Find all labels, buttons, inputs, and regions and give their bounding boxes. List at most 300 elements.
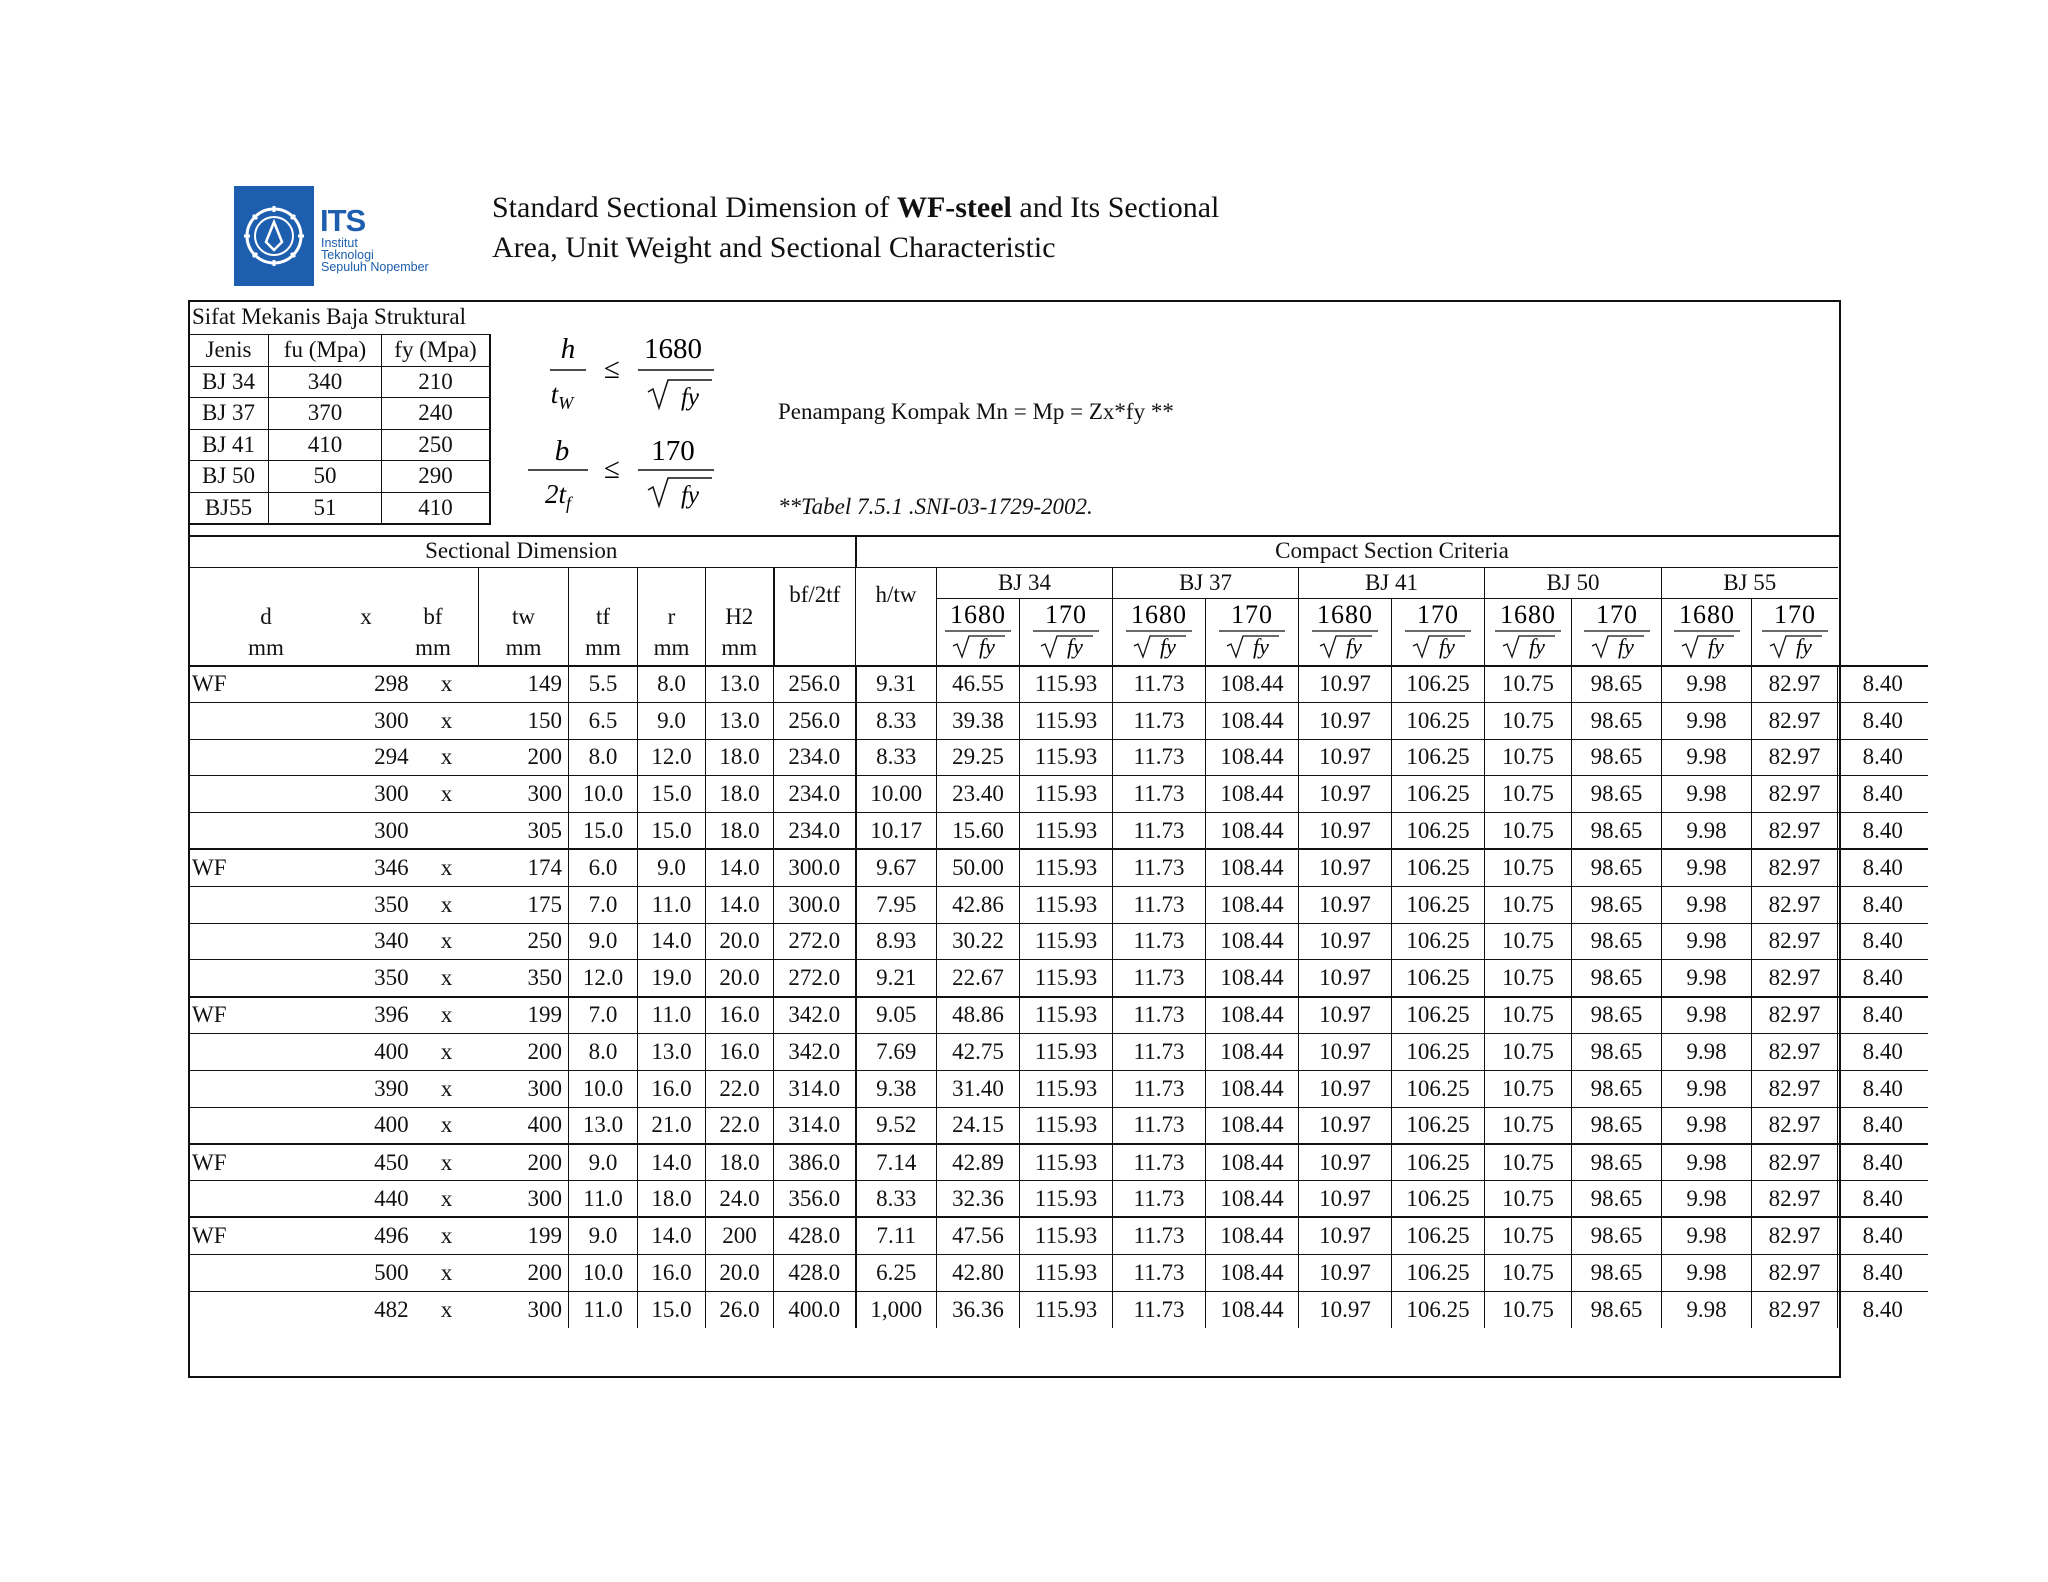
table-row [188, 1070, 1928, 1107]
r-value: 22.0 [706, 1107, 774, 1144]
h2-value: 272.0 [774, 960, 856, 997]
criteria-value: 115.93 [1020, 702, 1113, 739]
bf-value: 199 [479, 997, 569, 1034]
material-row [189, 461, 490, 493]
criteria-value: 9.98 [1662, 1107, 1752, 1144]
dim-header-block [188, 567, 479, 666]
col-htw: h/tw [856, 567, 937, 666]
h2-value: 234.0 [774, 813, 856, 850]
r-value: 18.0 [706, 1144, 774, 1181]
criteria-value: 108.44 [1206, 1291, 1299, 1328]
h2-value: 428.0 [774, 1254, 856, 1291]
material-cell: BJ 41 [189, 429, 269, 461]
criteria-value: 9.98 [1662, 997, 1752, 1034]
criteria-value: 115.93 [1020, 739, 1113, 776]
criteria-value: 98.65 [1572, 997, 1662, 1034]
criteria-value: 106.25 [1392, 1070, 1485, 1107]
criteria-value: 82.97 [1752, 960, 1838, 997]
bf2tf-value: 9.38 [856, 1070, 937, 1107]
htw-value: 42.86 [937, 886, 1020, 923]
grade-header: BJ 55 [1662, 567, 1838, 598]
criteria-170-header [1206, 598, 1299, 666]
tf-value: 14.0 [638, 1217, 706, 1254]
tw-value: 12.0 [569, 960, 638, 997]
bf-value: 300 [479, 1181, 569, 1218]
bf2tf-value: 8.93 [856, 923, 937, 960]
material-row [189, 398, 490, 430]
criteria-value: 106.25 [1392, 666, 1485, 703]
criteria-value: 10.97 [1299, 666, 1392, 703]
table-row [188, 1033, 1928, 1070]
htw-value: 30.22 [937, 923, 1020, 960]
tw-value: 9.0 [569, 1144, 638, 1181]
criteria-value: 108.44 [1206, 1254, 1299, 1291]
document-title [492, 188, 1219, 268]
col-d: d [260, 603, 272, 629]
r-value: 18.0 [706, 739, 774, 776]
x-mark: x [415, 849, 479, 886]
criteria-value: 115.93 [1020, 1181, 1113, 1218]
criteria-value: 115.93 [1020, 1254, 1113, 1291]
svg-text:1680: 1680 [1131, 599, 1187, 629]
svg-text:170: 170 [1417, 599, 1459, 629]
criteria-value: 11.73 [1113, 997, 1206, 1034]
section-type [188, 1181, 325, 1218]
d-value: 340 [325, 923, 415, 960]
criteria-value: 82.97 [1752, 1254, 1838, 1291]
section-type [188, 813, 325, 850]
reference-note: **Tabel 7.5.1 .SNI-03-1729-2002. [778, 494, 1093, 519]
h2-value: 256.0 [774, 666, 856, 703]
d-value: 400 [325, 1107, 415, 1144]
svg-text:fy: fy [1439, 633, 1455, 659]
criteria-value: 8.40 [1838, 849, 1928, 886]
section-type: WF [188, 849, 325, 886]
table-row [188, 1254, 1928, 1291]
svg-text:fy: fy [1253, 633, 1269, 659]
criteria-value: 115.93 [1020, 1217, 1113, 1254]
criteria-value: 10.75 [1485, 1033, 1572, 1070]
criteria-value: 82.97 [1752, 776, 1838, 813]
h2-value: 428.0 [774, 1217, 856, 1254]
svg-text:fy: fy [1617, 633, 1634, 659]
criteria-value: 9.98 [1662, 1144, 1752, 1181]
bf2tf-value: 7.14 [856, 1144, 937, 1181]
table-row [188, 1107, 1928, 1144]
tw-value: 10.0 [569, 1070, 638, 1107]
tw-value: 9.0 [569, 923, 638, 960]
x-mark: x [415, 666, 479, 703]
x-mark: x [415, 1070, 479, 1107]
criteria-value: 108.44 [1206, 739, 1299, 776]
tf-value: 16.0 [638, 1254, 706, 1291]
material-cell: Jenis [189, 335, 269, 367]
table-row [188, 666, 1928, 703]
criteria-value: 108.44 [1206, 997, 1299, 1034]
criteria-value: 82.97 [1752, 1033, 1838, 1070]
material-cell: BJ 34 [189, 366, 269, 398]
criteria-value: 10.75 [1485, 702, 1572, 739]
material-cell: BJ 37 [189, 398, 269, 430]
compact-note: Penampang Kompak Mn = Mp = Zx*fy ** [778, 399, 1174, 424]
section-type [188, 923, 325, 960]
unit-mm: mm [248, 634, 284, 660]
criteria-value: 115.93 [1020, 849, 1113, 886]
criteria-value: 106.25 [1392, 886, 1485, 923]
criteria-170-header [1020, 598, 1113, 666]
material-cell: 50 [269, 461, 382, 493]
x-mark: x [415, 776, 479, 813]
d-value: 300 [325, 702, 415, 739]
material-row [189, 492, 490, 524]
d-value: 500 [325, 1254, 415, 1291]
bf2tf-value: 8.33 [856, 1181, 937, 1218]
criteria-value: 9.98 [1662, 1291, 1752, 1328]
x-mark: x [415, 1291, 479, 1328]
criteria-value: 10.75 [1485, 1217, 1572, 1254]
criteria-value: 98.65 [1572, 739, 1662, 776]
col-r: r mm [638, 567, 706, 666]
criteria-value: 10.75 [1485, 813, 1572, 850]
criteria-value: 10.97 [1299, 1254, 1392, 1291]
tf-value: 8.0 [638, 666, 706, 703]
criteria-value: 11.73 [1113, 1181, 1206, 1218]
criteria-value: 82.97 [1752, 886, 1838, 923]
its-emblem-icon [234, 186, 314, 286]
criteria-value: 11.73 [1113, 776, 1206, 813]
svg-text:fy: fy [1795, 633, 1812, 659]
material-cell: 210 [382, 366, 491, 398]
criteria-value: 108.44 [1206, 813, 1299, 850]
h2-value: 400.0 [774, 1291, 856, 1328]
criteria-value: 108.44 [1206, 1070, 1299, 1107]
tf-value: 14.0 [638, 923, 706, 960]
bf-value: 200 [479, 1033, 569, 1070]
bf-value: 400 [479, 1107, 569, 1144]
criteria-value: 10.97 [1299, 1217, 1392, 1254]
tw-value: 8.0 [569, 1033, 638, 1070]
htw-value: 29.25 [937, 739, 1020, 776]
criteria-value: 10.97 [1299, 923, 1392, 960]
svg-text:170: 170 [1045, 599, 1087, 629]
criteria-value: 10.75 [1485, 1144, 1572, 1181]
criteria-value: 108.44 [1206, 776, 1299, 813]
d-value: 294 [325, 739, 415, 776]
criteria-value: 115.93 [1020, 1070, 1113, 1107]
tw-value: 6.5 [569, 702, 638, 739]
svg-text:170: 170 [1773, 599, 1816, 629]
header-row-1 [188, 536, 1928, 567]
bf-value: 150 [479, 702, 569, 739]
criteria-value: 11.73 [1113, 813, 1206, 850]
x-mark: x [415, 739, 479, 776]
criteria-value: 98.65 [1572, 1181, 1662, 1218]
bf-value: 200 [479, 1254, 569, 1291]
table-row [188, 813, 1928, 850]
section-type [188, 739, 325, 776]
d-value: 346 [325, 849, 415, 886]
criteria-value: 10.97 [1299, 776, 1392, 813]
criteria-value: 9.98 [1662, 1254, 1752, 1291]
criteria-value: 106.25 [1392, 960, 1485, 997]
criteria-value: 10.75 [1485, 923, 1572, 960]
criteria-value: 98.65 [1572, 776, 1662, 813]
bf-value: 305 [479, 813, 569, 850]
criteria-value: 9.98 [1662, 849, 1752, 886]
section-type [188, 886, 325, 923]
material-cell: BJ55 [189, 492, 269, 524]
criteria-value: 8.40 [1838, 1070, 1928, 1107]
criteria-value: 98.65 [1572, 1254, 1662, 1291]
criteria-value: 8.40 [1838, 886, 1928, 923]
criteria-value: 10.75 [1485, 960, 1572, 997]
title-prefix: Standard Sectional Dimension of [492, 191, 897, 224]
criteria-value: 108.44 [1206, 666, 1299, 703]
col-h2: H2 mm [706, 567, 774, 666]
criteria-value: 106.25 [1392, 1254, 1485, 1291]
tf-value: 15.0 [638, 813, 706, 850]
tw-value: 10.0 [569, 1254, 638, 1291]
criteria-value: 10.75 [1485, 776, 1572, 813]
criteria-value: 98.65 [1572, 849, 1662, 886]
bf-value: 175 [479, 886, 569, 923]
criteria-value: 82.97 [1752, 739, 1838, 776]
section-type: WF [188, 1144, 325, 1181]
criteria-value: 8.40 [1838, 1254, 1928, 1291]
htw-value: 31.40 [937, 1070, 1020, 1107]
bf-value: 350 [479, 960, 569, 997]
criteria-value: 106.25 [1392, 1107, 1485, 1144]
criteria-value: 82.97 [1752, 1181, 1838, 1218]
tf-value: 19.0 [638, 960, 706, 997]
criteria-value: 8.40 [1838, 739, 1928, 776]
htw-value: 39.38 [937, 702, 1020, 739]
section-type [188, 702, 325, 739]
criteria-value: 9.98 [1662, 1181, 1752, 1218]
criteria-value: 115.93 [1020, 776, 1113, 813]
htw-value: 50.00 [937, 849, 1020, 886]
criteria-value: 106.25 [1392, 849, 1485, 886]
criteria-value: 10.75 [1485, 1291, 1572, 1328]
criteria-value: 9.98 [1662, 776, 1752, 813]
criteria-value: 10.75 [1485, 886, 1572, 923]
grade-header: BJ 34 [937, 567, 1113, 598]
leq-symbol: ≤ [604, 453, 620, 485]
material-row [189, 429, 490, 461]
criteria-value: 108.44 [1206, 886, 1299, 923]
formula2-numerator: b [554, 435, 570, 467]
criteria-value: 106.25 [1392, 1291, 1485, 1328]
r-value: 13.0 [706, 702, 774, 739]
htw-value: 48.86 [937, 997, 1020, 1034]
bf2tf-value: 7.95 [856, 886, 937, 923]
svg-text:fy: fy [1067, 633, 1083, 659]
criteria-value: 9.98 [1662, 1217, 1752, 1254]
d-value: 390 [325, 1070, 415, 1107]
section-type: WF [188, 666, 325, 703]
table-row [188, 702, 1928, 739]
sqrt-fy: fy [680, 482, 700, 509]
h2-value: 300.0 [774, 886, 856, 923]
table-row [188, 739, 1928, 776]
criteria-value: 11.73 [1113, 1070, 1206, 1107]
criteria-value: 82.97 [1752, 997, 1838, 1034]
svg-text:170: 170 [1595, 599, 1638, 629]
d-value: 300 [325, 813, 415, 850]
section-type [188, 776, 325, 813]
tw-value: 6.0 [569, 849, 638, 886]
r-value: 14.0 [706, 849, 774, 886]
header-row-2 [188, 567, 1928, 598]
criteria-value: 8.40 [1838, 1217, 1928, 1254]
compact-criteria-header: Compact Section Criteria [856, 536, 1928, 567]
criteria-value: 82.97 [1752, 1217, 1838, 1254]
d-value: 400 [325, 1033, 415, 1070]
table-row [188, 1291, 1928, 1328]
r-value: 16.0 [706, 997, 774, 1034]
criteria-value: 108.44 [1206, 1217, 1299, 1254]
htw-value: 47.56 [937, 1217, 1020, 1254]
criteria-value: 115.93 [1020, 813, 1113, 850]
htw-value: 15.60 [937, 813, 1020, 850]
criteria-value: 108.44 [1206, 923, 1299, 960]
r-value: 24.0 [706, 1181, 774, 1218]
h2-value: 256.0 [774, 702, 856, 739]
bf2tf-value: 9.52 [856, 1107, 937, 1144]
tf-value: 9.0 [638, 702, 706, 739]
tw-value: 15.0 [569, 813, 638, 850]
bf-value: 149 [479, 666, 569, 703]
material-header-row [189, 335, 490, 367]
criteria-170-header [1572, 598, 1662, 666]
criteria-value: 10.97 [1299, 739, 1392, 776]
title-suffix: and Its Sectional [1011, 191, 1220, 224]
criteria-value: 10.97 [1299, 997, 1392, 1034]
criteria-value: 98.65 [1572, 1144, 1662, 1181]
criteria-value: 11.73 [1113, 1217, 1206, 1254]
criteria-value: 10.75 [1485, 1254, 1572, 1291]
criteria-value: 10.97 [1299, 1181, 1392, 1218]
criteria-value: 8.40 [1838, 923, 1928, 960]
criteria-1680-header [1113, 598, 1206, 666]
table-row [188, 1144, 1928, 1181]
x-mark: x [415, 1217, 479, 1254]
table-row [188, 776, 1928, 813]
criteria-value: 9.98 [1662, 923, 1752, 960]
r-value: 26.0 [706, 1291, 774, 1328]
tw-value: 7.0 [569, 997, 638, 1034]
criteria-value: 8.40 [1838, 1181, 1928, 1218]
criteria-value: 106.25 [1392, 739, 1485, 776]
col-tw: tw mm [479, 567, 569, 666]
bf2tf-value: 1,000 [856, 1291, 937, 1328]
criteria-value: 10.75 [1485, 666, 1572, 703]
criteria-value: 11.73 [1113, 886, 1206, 923]
col-bf: bf [423, 603, 443, 629]
grade-header: BJ 41 [1299, 567, 1485, 598]
criteria-value: 115.93 [1020, 886, 1113, 923]
h2-value: 234.0 [774, 739, 856, 776]
bf-value: 300 [479, 1070, 569, 1107]
criteria-value: 9.98 [1662, 666, 1752, 703]
logo-wordmark: ITS [320, 203, 366, 238]
criteria-value: 8.40 [1838, 776, 1928, 813]
criteria-value: 11.73 [1113, 1144, 1206, 1181]
svg-text:fy: fy [979, 633, 995, 659]
criteria-value: 11.73 [1113, 923, 1206, 960]
x-mark [415, 813, 479, 850]
svg-text:1680: 1680 [1317, 599, 1373, 629]
r-value: 22.0 [706, 1070, 774, 1107]
grade-header: BJ 50 [1485, 567, 1662, 598]
criteria-1680-header [1485, 598, 1572, 666]
criteria-value: 11.73 [1113, 739, 1206, 776]
criteria-value: 115.93 [1020, 1033, 1113, 1070]
criteria-value: 108.44 [1206, 1033, 1299, 1070]
criteria-value: 98.65 [1572, 1107, 1662, 1144]
x-mark: x [415, 1033, 479, 1070]
material-cell: 340 [269, 366, 382, 398]
htw-value: 36.36 [937, 1291, 1020, 1328]
bf2tf-value: 10.17 [856, 813, 937, 850]
criteria-value: 8.40 [1838, 1107, 1928, 1144]
criteria-value: 98.65 [1572, 813, 1662, 850]
criteria-value: 106.25 [1392, 923, 1485, 960]
bf2tf-value: 8.33 [856, 739, 937, 776]
htw-value: 42.89 [937, 1144, 1020, 1181]
tw-value: 7.0 [569, 886, 638, 923]
tw-value: 10.0 [569, 776, 638, 813]
material-cell: 410 [382, 492, 491, 524]
h2-value: 272.0 [774, 923, 856, 960]
formula1-denominator: $t_W$ [550, 379, 574, 413]
material-cell: 370 [269, 398, 382, 430]
h2-value: 314.0 [774, 1107, 856, 1144]
svg-text:170: 170 [1231, 599, 1273, 629]
bf2tf-value: 6.25 [856, 1254, 937, 1291]
bf2tf-value: 7.69 [856, 1033, 937, 1070]
tf-value: 18.0 [638, 1181, 706, 1218]
criteria-value: 9.98 [1662, 739, 1752, 776]
criteria-value: 11.73 [1113, 702, 1206, 739]
material-cell: 410 [269, 429, 382, 461]
its-logo [234, 186, 449, 286]
criteria-value: 10.97 [1299, 1291, 1392, 1328]
criteria-value: 98.65 [1572, 923, 1662, 960]
criteria-value: 82.97 [1752, 923, 1838, 960]
r-value: 20.0 [706, 923, 774, 960]
formula2-rhs: 170 [651, 435, 695, 467]
criteria-value: 115.93 [1020, 1107, 1113, 1144]
formula1-numerator: h [560, 333, 576, 365]
criteria-value: 9.98 [1662, 886, 1752, 923]
criteria-value: 106.25 [1392, 776, 1485, 813]
d-value: 350 [325, 886, 415, 923]
bf-value: 199 [479, 1217, 569, 1254]
criteria-170-header [1752, 598, 1838, 666]
criteria-value: 82.97 [1752, 813, 1838, 850]
criteria-value: 9.98 [1662, 1070, 1752, 1107]
criteria-value: 108.44 [1206, 1181, 1299, 1218]
htw-value: 46.55 [937, 666, 1020, 703]
section-type [188, 1291, 325, 1328]
criteria-value: 82.97 [1752, 666, 1838, 703]
bf2tf-value: 9.05 [856, 997, 937, 1034]
material-cell: 250 [382, 429, 491, 461]
criteria-value: 108.44 [1206, 1144, 1299, 1181]
formula2-denominator: $2t_f$ [544, 479, 572, 513]
table-row [188, 886, 1928, 923]
